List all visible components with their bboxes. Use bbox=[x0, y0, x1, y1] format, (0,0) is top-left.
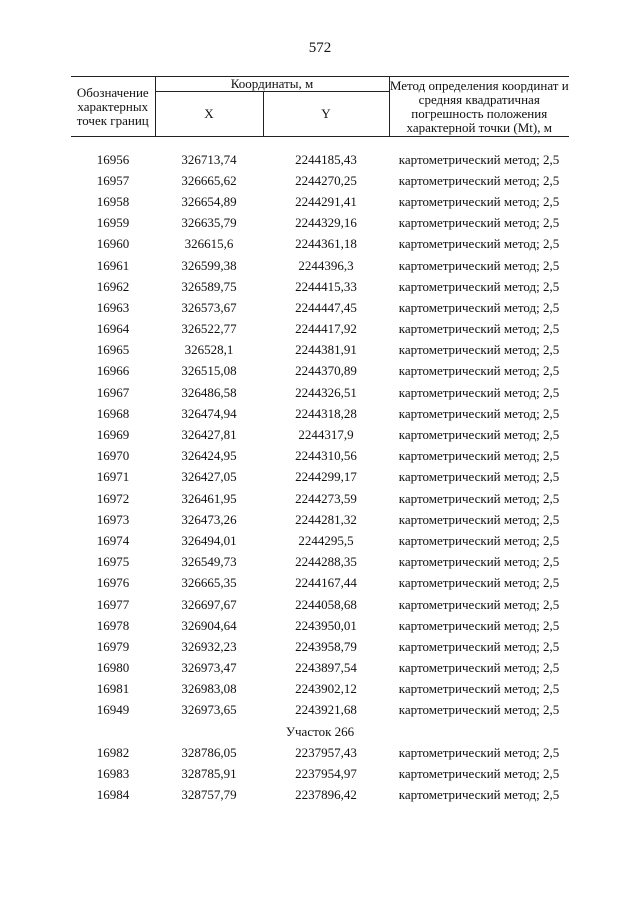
table-row bbox=[71, 552, 569, 573]
coord-x: 328786,05 bbox=[181, 744, 237, 760]
table-row bbox=[71, 636, 569, 657]
coord-x: 326983,08 bbox=[181, 681, 237, 697]
table-row bbox=[71, 382, 569, 403]
coord-x: 326474,94 bbox=[181, 405, 237, 421]
point-id: 16964 bbox=[96, 321, 130, 337]
method: картометрический метод; 2,5 bbox=[398, 596, 560, 612]
method: картометрический метод; 2,5 bbox=[398, 448, 560, 464]
method: картометрический метод; 2,5 bbox=[398, 469, 560, 485]
table-row bbox=[71, 255, 569, 276]
coord-x: 326486,58 bbox=[181, 384, 237, 400]
table-row bbox=[71, 276, 569, 297]
coord-x: 326713,74 bbox=[181, 151, 237, 167]
method: картометрический метод; 2,5 bbox=[398, 384, 560, 400]
coord-x: 326615,6 bbox=[184, 236, 234, 252]
coord-x: 328785,91 bbox=[181, 766, 237, 782]
method: картометрический метод; 2,5 bbox=[398, 363, 560, 379]
coord-x: 326427,05 bbox=[181, 469, 237, 485]
coord-x: 326427,81 bbox=[181, 427, 237, 443]
coord-x: 326494,01 bbox=[181, 532, 237, 548]
method: картометрический метод; 2,5 bbox=[398, 575, 560, 591]
method: картометрический метод; 2,5 bbox=[398, 193, 560, 209]
method: картометрический метод; 2,5 bbox=[398, 278, 560, 294]
coord-y: 2244310,56 bbox=[295, 448, 357, 464]
point-id: 16963 bbox=[96, 299, 130, 315]
coord-x: 326424,95 bbox=[181, 448, 237, 464]
coord-x: 326599,38 bbox=[181, 257, 237, 273]
coord-x: 326665,62 bbox=[181, 172, 237, 188]
coord-y: 2244326,51 bbox=[295, 384, 357, 400]
coord-y: 2244291,41 bbox=[295, 193, 357, 209]
point-id: 16965 bbox=[96, 342, 130, 358]
header-method: Метод определения координат и средняя квадратичная погрешность положения характерной точки (Mt), м bbox=[389, 77, 569, 135]
coord-y: 2244318,28 bbox=[295, 405, 357, 421]
table-row bbox=[71, 658, 569, 679]
method: картометрический метод; 2,5 bbox=[398, 617, 560, 633]
table-header bbox=[71, 76, 569, 137]
table-row bbox=[71, 700, 569, 721]
coord-y: 2243921,68 bbox=[295, 702, 357, 718]
table-row bbox=[71, 763, 569, 784]
table-row bbox=[71, 785, 569, 806]
method: картометрический метод; 2,5 bbox=[398, 766, 560, 782]
method: картометрический метод; 2,5 bbox=[398, 427, 560, 443]
point-id: 16983 bbox=[96, 766, 130, 782]
coord-y: 2244270,25 bbox=[295, 172, 357, 188]
coord-x: 326654,89 bbox=[181, 193, 237, 209]
table-row bbox=[71, 742, 569, 763]
rows-section-a bbox=[71, 149, 569, 721]
table-row bbox=[71, 615, 569, 636]
coord-x: 326904,64 bbox=[181, 617, 237, 633]
point-id: 16976 bbox=[96, 575, 130, 591]
coord-y: 2244058,68 bbox=[295, 596, 357, 612]
table-row bbox=[71, 170, 569, 191]
point-id: 16970 bbox=[96, 448, 130, 464]
coord-y: 2237896,42 bbox=[295, 787, 357, 803]
method: картометрический метод; 2,5 bbox=[398, 638, 560, 654]
coord-x: 326635,79 bbox=[181, 215, 237, 231]
coord-x: 326461,95 bbox=[181, 490, 237, 506]
coord-x: 326589,75 bbox=[181, 278, 237, 294]
point-id: 16980 bbox=[96, 660, 130, 676]
method: картометрический метод; 2,5 bbox=[398, 787, 560, 803]
table-row bbox=[71, 403, 569, 424]
coord-x: 326528,1 bbox=[184, 342, 234, 358]
table-row bbox=[71, 361, 569, 382]
table-row bbox=[71, 594, 569, 615]
coord-y: 2244185,43 bbox=[295, 151, 357, 167]
table-row bbox=[71, 488, 569, 509]
coord-x: 326697,67 bbox=[181, 596, 237, 612]
method: картометрический метод; 2,5 bbox=[398, 554, 560, 570]
coord-y: 2237957,43 bbox=[295, 744, 357, 760]
point-id: 16957 bbox=[96, 172, 130, 188]
point-id: 16984 bbox=[96, 787, 130, 803]
point-id: 16959 bbox=[96, 215, 130, 231]
rows-section-b bbox=[71, 742, 569, 806]
method: картометрический метод; 2,5 bbox=[398, 511, 560, 527]
coord-y: 2243902,12 bbox=[295, 681, 357, 697]
coord-x: 326973,65 bbox=[181, 702, 237, 718]
method: картометрический метод; 2,5 bbox=[398, 342, 560, 358]
method: картометрический метод; 2,5 bbox=[398, 702, 560, 718]
coord-x: 326522,77 bbox=[181, 321, 237, 337]
point-id: 16978 bbox=[96, 617, 130, 633]
coord-y: 2244370,89 bbox=[295, 363, 357, 379]
point-id: 16972 bbox=[96, 490, 130, 506]
point-id: 16958 bbox=[96, 193, 130, 209]
coord-y: 2244329,16 bbox=[295, 215, 357, 231]
point-id: 16974 bbox=[96, 532, 130, 548]
coord-y: 2244317,9 bbox=[298, 427, 354, 443]
method: картометрический метод; 2,5 bbox=[398, 321, 560, 337]
point-id: 16971 bbox=[96, 469, 130, 485]
method: картометрический метод; 2,5 bbox=[398, 151, 560, 167]
method: картометрический метод; 2,5 bbox=[398, 257, 560, 273]
coord-y: 2244417,92 bbox=[295, 321, 357, 337]
coord-x: 328757,79 bbox=[181, 787, 237, 803]
point-id: 16973 bbox=[96, 511, 130, 527]
point-id: 16966 bbox=[96, 363, 130, 379]
header-x: X bbox=[155, 92, 263, 137]
method: картометрический метод; 2,5 bbox=[398, 215, 560, 231]
coord-x: 326573,67 bbox=[181, 299, 237, 315]
point-id: 16956 bbox=[96, 151, 130, 167]
coord-y: 2244295,5 bbox=[298, 532, 354, 548]
page-number: 572 bbox=[308, 40, 332, 56]
header-point-designation: Обозначение характерных точек границ bbox=[71, 77, 155, 137]
table-row bbox=[71, 149, 569, 170]
coord-y: 2244415,33 bbox=[295, 278, 357, 294]
table-row bbox=[71, 213, 569, 234]
method: картометрический метод; 2,5 bbox=[398, 681, 560, 697]
coord-x: 326973,47 bbox=[181, 660, 237, 676]
table-row bbox=[71, 424, 569, 445]
point-id: 16949 bbox=[96, 702, 130, 718]
point-id: 16975 bbox=[96, 554, 130, 570]
coord-y: 2244299,17 bbox=[295, 469, 357, 485]
table-row bbox=[71, 509, 569, 530]
coord-x: 326665,35 bbox=[181, 575, 237, 591]
table-row bbox=[71, 573, 569, 594]
coord-y: 2244396,3 bbox=[298, 257, 354, 273]
point-id: 16968 bbox=[96, 405, 130, 421]
table-row bbox=[71, 297, 569, 318]
method: картометрический метод; 2,5 bbox=[398, 299, 560, 315]
point-id: 16981 bbox=[96, 681, 130, 697]
coord-y: 2244447,45 bbox=[295, 299, 357, 315]
point-id: 16962 bbox=[96, 278, 130, 294]
coordinates-table-body bbox=[71, 149, 569, 806]
method: картометрический метод; 2,5 bbox=[398, 744, 560, 760]
coord-x: 326549,73 bbox=[181, 554, 237, 570]
method: картометрический метод; 2,5 bbox=[398, 660, 560, 676]
point-id: 16960 bbox=[96, 236, 130, 252]
coord-x: 326473,26 bbox=[181, 511, 237, 527]
table-row bbox=[71, 234, 569, 255]
method: картометрический метод; 2,5 bbox=[398, 490, 560, 506]
header-coordinates: Координаты, м bbox=[155, 77, 389, 92]
method: картометрический метод; 2,5 bbox=[398, 172, 560, 188]
table-row bbox=[71, 319, 569, 340]
point-id: 16977 bbox=[96, 596, 130, 612]
method: картометрический метод; 2,5 bbox=[398, 236, 560, 252]
section-title: Участок 266 bbox=[285, 724, 355, 740]
coord-x: 326515,08 bbox=[181, 363, 237, 379]
coord-y: 2243958,79 bbox=[295, 638, 357, 654]
point-id: 16969 bbox=[96, 427, 130, 443]
coord-y: 2243950,01 bbox=[295, 617, 357, 633]
coord-x: 326932,23 bbox=[181, 638, 237, 654]
coord-y: 2243897,54 bbox=[295, 660, 357, 676]
coord-y: 2237954,97 bbox=[295, 766, 357, 782]
method: картометрический метод; 2,5 bbox=[398, 532, 560, 548]
coord-y: 2244273,59 bbox=[295, 490, 357, 506]
table-row bbox=[71, 530, 569, 551]
point-id: 16982 bbox=[96, 744, 130, 760]
table-row bbox=[71, 679, 569, 700]
point-id: 16979 bbox=[96, 638, 130, 654]
table-row bbox=[71, 467, 569, 488]
table-row bbox=[71, 446, 569, 467]
method: картометрический метод; 2,5 bbox=[398, 405, 560, 421]
coord-y: 2244167,44 bbox=[295, 575, 357, 591]
header-y: Y bbox=[263, 92, 389, 137]
coord-y: 2244361,18 bbox=[295, 236, 357, 252]
coord-y: 2244288,35 bbox=[295, 554, 357, 570]
point-id: 16961 bbox=[96, 257, 130, 273]
table-row bbox=[71, 340, 569, 361]
table-row bbox=[71, 191, 569, 212]
coord-y: 2244281,32 bbox=[295, 511, 357, 527]
coord-y: 2244381,91 bbox=[295, 342, 357, 358]
point-id: 16967 bbox=[96, 384, 130, 400]
